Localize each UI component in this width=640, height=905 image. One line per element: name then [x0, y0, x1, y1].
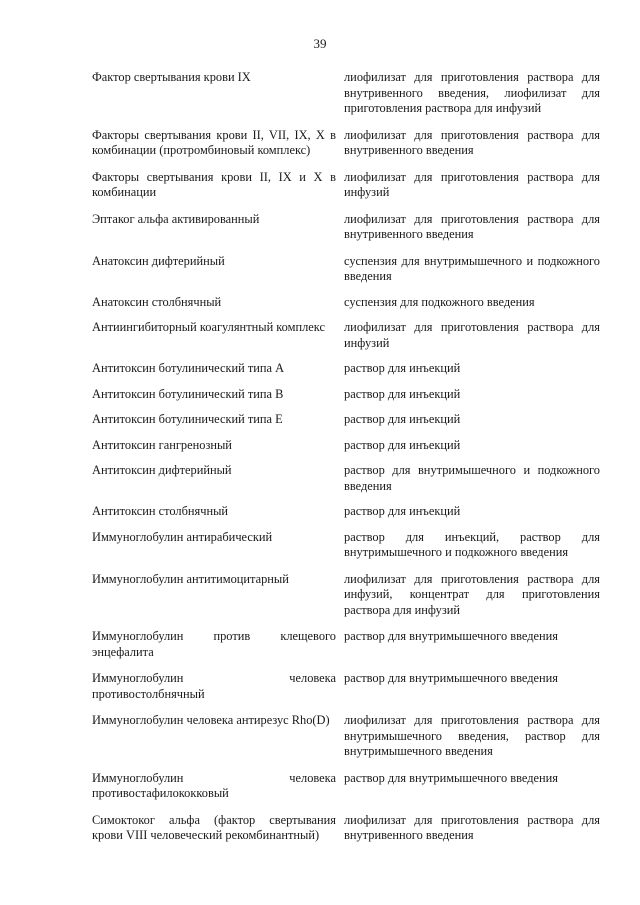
dosage-form: лиофилизат для приготовления раствора для инфузий, концентрат для приготовления раствора для инфузий [344, 571, 600, 617]
drug-name: Иммуноглобулин человека противостафилококковый [92, 770, 336, 800]
list-item [92, 412, 600, 428]
drug-name: Симоктоког альфа (фактор свертывания крови VIII человеческий рекомбинантный) [92, 812, 336, 842]
drug-name: Антиингибиторный коагулянтный комплекс [92, 320, 326, 334]
dosage-form: раствор для инъекций [344, 412, 461, 426]
drug-name: Иммуноглобулин антирабический [92, 529, 273, 544]
dosage-form: раствор для инъекций [344, 361, 461, 375]
drug-name: Антитоксин дифтерийный [92, 463, 232, 477]
drug-name: Антитоксин ботулинический типа E [92, 412, 283, 426]
dosage-form: лиофилизат для приготовления раствора для внутривенного введения [344, 812, 600, 842]
list-item [92, 629, 600, 660]
list-item [92, 320, 600, 351]
dosage-form: лиофилизат для приготовления раствора для внутривенного введения [344, 211, 600, 241]
drug-name: Факторы свертывания крови II, VII, IX, X в комбинации (протромбиновый комплекс) [92, 127, 336, 157]
dosage-form: лиофилизат для приготовления раствора для внутримышечного введения, раствор для внутримышечного введения [344, 713, 600, 758]
dosage-form: раствор для инъекций [344, 437, 461, 452]
drug-name: Иммуноглобулин антитимоцитарный [92, 571, 289, 586]
list-item [92, 438, 600, 454]
dosage-form: суспензия для подкожного введения [344, 294, 535, 309]
drug-name: Анатоксин столбнячный [92, 294, 222, 309]
dosage-form: суспензия для внутримышечного и подкожного введения [344, 253, 600, 283]
drug-name: Антитоксин ботулинический типа A [92, 361, 285, 375]
list-item [92, 70, 600, 117]
drug-name: Антитоксин ботулинический типа B [92, 386, 284, 401]
dosage-form: лиофилизат для приготовления раствора для внутривенного введения, лиофилизат для приготовления раствора для инфузий [344, 70, 600, 115]
dosage-form: раствор для инъекций, раствор для внутримышечного и подкожного введения [344, 529, 600, 559]
list-item [92, 771, 600, 802]
list-item [92, 212, 600, 243]
dosage-form: лиофилизат для приготовления раствора для инфузий [344, 320, 600, 350]
drug-name: Иммуноглобулин человека противостолбнячный [92, 671, 336, 701]
list-item [92, 572, 600, 619]
list-item [92, 671, 600, 702]
dosage-form: раствор для внутримышечного введения [344, 671, 558, 685]
drug-name: Иммуноглобулин против клещевого энцефалита [92, 629, 336, 659]
dosage-form: лиофилизат для приготовления раствора для внутривенного введения [344, 127, 600, 157]
list-item [92, 128, 600, 159]
list-item [92, 254, 600, 285]
list-item [92, 295, 600, 311]
list-item [92, 530, 600, 561]
drug-name: Иммуноглобулин человека антирезус Rho(D) [92, 713, 330, 727]
drug-name: Факторы свертывания крови II, IX и X в комбинации [92, 169, 336, 199]
drug-name: Антитоксин столбнячный [92, 504, 229, 518]
dosage-form: раствор для внутримышечного и подкожного введения [344, 463, 600, 493]
list-item [92, 170, 600, 201]
dosage-form: раствор для внутримышечного введения [344, 770, 558, 785]
drug-name: Антитоксин гангренозный [92, 437, 232, 452]
drug-name: Эптаког альфа активированный [92, 211, 260, 226]
list-item [92, 504, 600, 520]
page-number: 39 [313, 36, 327, 51]
dosage-form: раствор для инъекций [344, 386, 461, 401]
list-item [92, 463, 600, 494]
dosage-form: раствор для инъекций [344, 504, 461, 518]
drug-list [92, 70, 600, 844]
dosage-form: раствор для внутримышечного введения [344, 629, 558, 643]
drug-name: Анатоксин дифтерийный [92, 253, 225, 268]
list-item [92, 387, 600, 403]
list-item [92, 813, 600, 844]
list-item [92, 361, 600, 377]
list-item [92, 713, 600, 760]
dosage-form: лиофилизат для приготовления раствора для инфузий [344, 169, 600, 199]
drug-name: Фактор свертывания крови IX [92, 70, 251, 84]
